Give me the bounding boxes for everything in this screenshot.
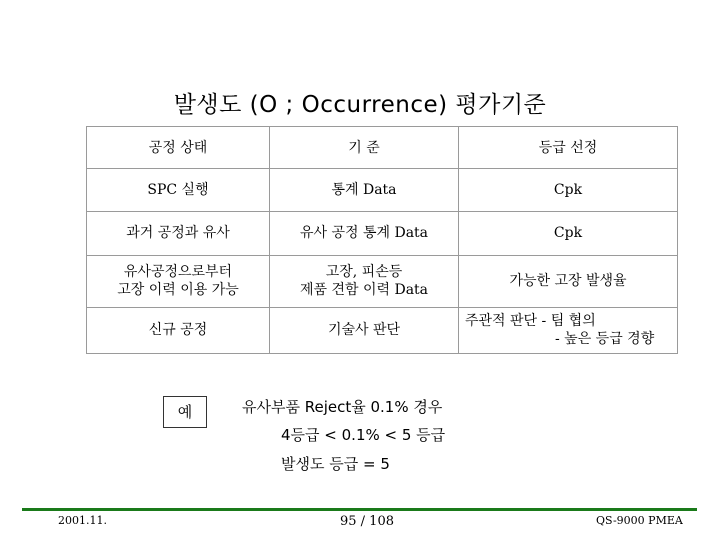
footer-date: 2001.11.	[58, 514, 107, 527]
criteria-table-container	[86, 126, 678, 354]
cell-grade: Cpk	[459, 169, 678, 212]
cell-criterion-line2: 제품 견함 이력 Data	[299, 282, 429, 299]
criteria-table	[86, 126, 678, 354]
cell-criterion	[270, 255, 459, 307]
cell-criterion: 유사 공정 통계 Data	[270, 212, 459, 255]
table-header-row	[87, 127, 678, 169]
cell-grade-line2: - 높은 등급 경향	[555, 331, 655, 348]
example-line-3: 발생도 등급 = 5	[281, 455, 390, 473]
cell-state	[87, 255, 270, 307]
cell-grade	[459, 307, 678, 353]
footer-divider	[22, 508, 697, 511]
cell-grade: Cpk	[459, 212, 678, 255]
table-row	[87, 169, 678, 212]
table-row	[87, 212, 678, 255]
cell-grade-line1: 주관적 판단 - 팀 협의	[465, 313, 596, 330]
table-row	[87, 255, 678, 307]
cell-state: 신규 공정	[87, 307, 270, 353]
header-grade-selection: 등급 선정	[459, 127, 678, 169]
example-line-2: 4등급 < 0.1% < 5 등급	[281, 426, 446, 444]
example-line-1: 유사부품 Reject율 0.1% 경우	[242, 398, 443, 416]
footer-page-number: 95 / 108	[340, 514, 394, 529]
cell-state: 과거 공정과 유사	[87, 212, 270, 255]
cell-state: SPC 실행	[87, 169, 270, 212]
cell-criterion-line1: 고장, 피손등	[325, 264, 403, 281]
table-row	[87, 307, 678, 353]
header-process-state: 공정 상태	[87, 127, 270, 169]
example-label-box: 예	[163, 396, 207, 428]
cell-criterion: 기술사 판단	[270, 307, 459, 353]
header-criterion: 기 준	[270, 127, 459, 169]
cell-state-line1: 유사공정으로부터	[123, 264, 233, 281]
cell-criterion: 통계 Data	[270, 169, 459, 212]
cell-state-line2: 고장 이력 이용 가능	[117, 282, 239, 299]
slide-title: 발생도 (O ; Occurrence) 평가기준	[173, 92, 547, 118]
footer-document-name: QS-9000 PMEA	[596, 514, 683, 527]
cell-grade: 가능한 고장 발생율	[459, 255, 678, 307]
